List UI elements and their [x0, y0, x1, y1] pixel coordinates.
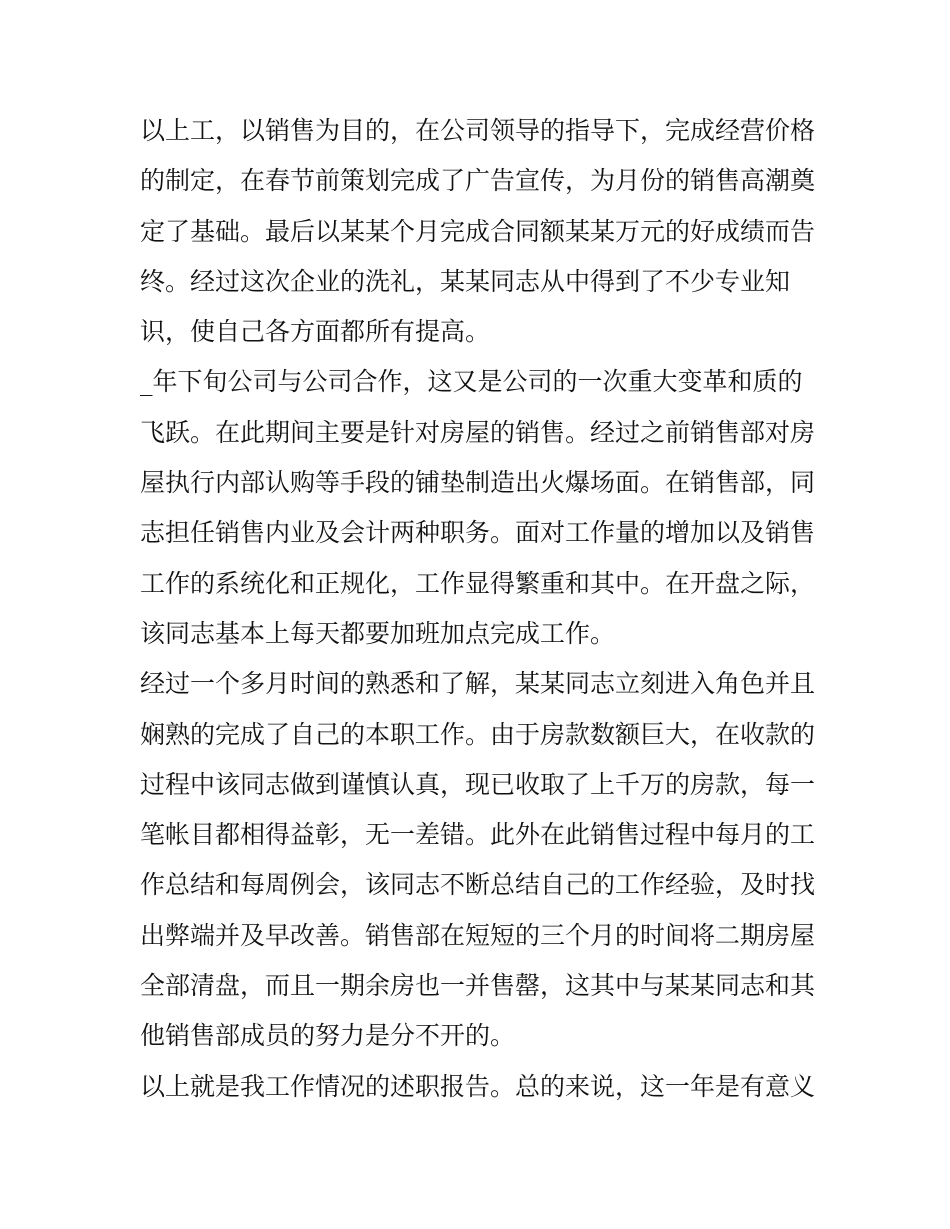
- text-line: 以上工，以销售为目的，在公司领导的指导下，完成经营价格: [140, 116, 816, 145]
- text-line: 飞跃。在此期间主要是针对房屋的销售。经过之前销售部对房: [140, 417, 816, 447]
- document-body: [140, 106, 816, 1112]
- text-line: 定了基础。最后以某某个月完成合同额某某万元的好成绩而告: [140, 216, 816, 246]
- text-line: 出弊端并及早改善。销售部在短短的三个月的时间将二期房屋: [140, 920, 816, 950]
- text-line: _年下旬公司与公司合作，这又是公司的一次重大变革和质的: [140, 367, 803, 397]
- text-line: 全部清盘，而且一期余房也一并售罄，这其中与某某同志和其: [140, 971, 816, 1001]
- text-line: 过程中该同志做到谨慎认真，现已收取了上千万的房款，每一: [140, 769, 816, 799]
- text-line: 终。经过这次企业的洗礼，某某同志从中得到了不少专业知: [140, 266, 791, 296]
- paragraph-3: [140, 659, 816, 1061]
- text-line: 经过一个多月时间的熟悉和了解，某某同志立刻进入角色并且: [140, 669, 816, 699]
- text-line: 他销售部成员的努力是分不开的。: [140, 1021, 516, 1051]
- text-line: 志担任销售内业及会计两种职务。面对工作量的增加以及销售: [140, 518, 816, 548]
- text-line: 的制定，在春节前策划完成了广告宣传，为月份的销售高潮奠: [140, 166, 816, 196]
- paragraph-4: [140, 1062, 816, 1112]
- paragraph-1: [140, 106, 816, 357]
- text-line: 工作的系统化和正规化，工作显得繁重和其中。在开盘之际，: [140, 568, 816, 598]
- text-line: 笔帐目都相得益彰，无一差错。此外在此销售过程中每月的工: [140, 820, 816, 850]
- text-line: 识，使自己各方面都所有提高。: [140, 317, 491, 347]
- paragraph-2: [140, 357, 816, 659]
- text-line: 屋执行内部认购等手段的铺垫制造出火爆场面。在销售部，同: [140, 468, 816, 498]
- text-line: 该同志基本上每天都要加班加点完成工作。: [140, 618, 616, 648]
- text-line: 娴熟的完成了自己的本职工作。由于房款数额巨大，在收款的: [140, 719, 816, 749]
- text-line: 以上就是我工作情况的述职报告。总的来说，这一年是有意义: [140, 1071, 816, 1101]
- text-line: 作总结和每周例会，该同志不断总结自己的工作经验，及时找: [140, 870, 816, 900]
